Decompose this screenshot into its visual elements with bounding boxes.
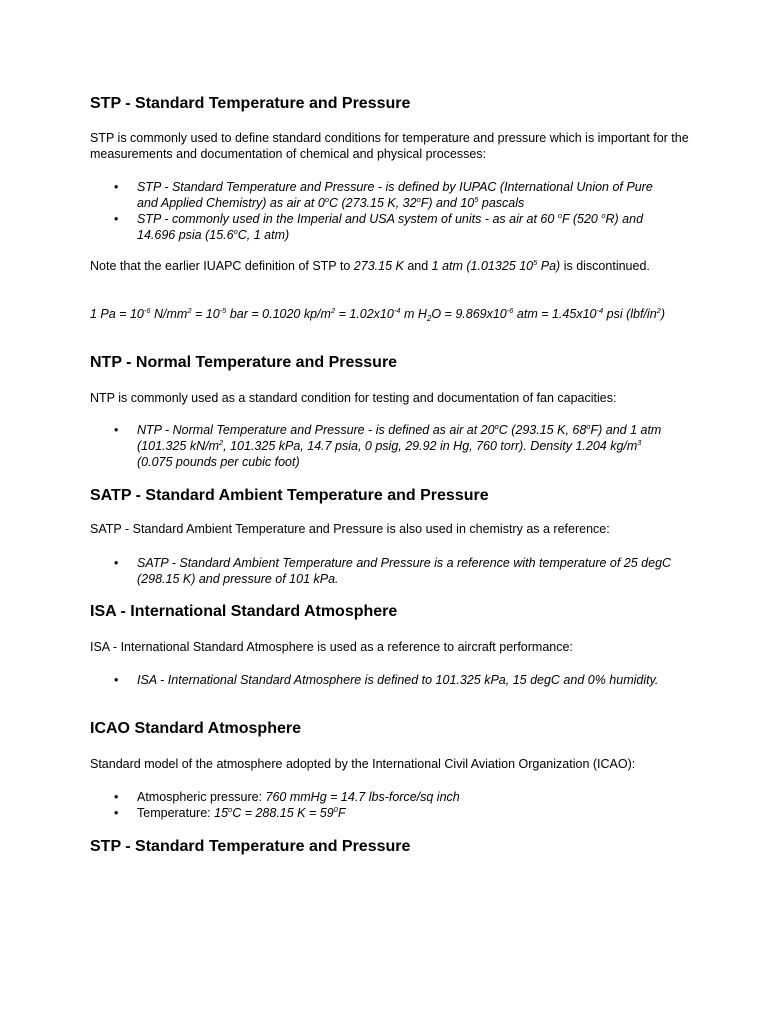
pressure-conversion: 1 $Pa = 10^{-6}$ $N/mm^2 = 10^{-5}$ bar = 0.1020 $kp/m^2 = 1.02x10^{-4}$ m $H_2O = 9.869x10^{-6}$ atm = $1.45x10^{-4}$ psi $(lbf/in^2)$ [90,306,665,323]
stp-note: Note that the earlier IUAPC definition of STP to 273.15 K and 1 atm (1.01325 $10^5$ Pa) is discontinued. [90,258,650,273]
satp-bullet: • SATP - Standard Ambient Temperature and Pressure is a reference with temperature of 25 degC (298.15 K) and pressure of 101 kPa. [0,555,677,587]
ntp-list [0,422,677,470]
isa-intro: ISA - International Standard Atmosphere is used as a reference to aircraft performance: [90,640,573,654]
isa-bullet: • ISA - International Standard Atmosphere is defined to 101.325 kPa, 15 degC and 0% humidity. [0,672,677,688]
icao-bullet-temperature: • Temperature: $15^oC = 288.15$ $K = 59^0F$ [0,805,677,821]
stp-intro: STP is commonly used to define standard conditions for temperature and pressure which is important for the measurements and documentation of chemical and physical processes: [90,131,689,161]
ntp-intro: NTP is commonly used as a standard condition for testing and documentation of fan capacities: [90,391,617,405]
ntp-heading: NTP - Normal Temperature and Pressure [90,354,398,371]
stp-heading-repeat: STP - Standard Temperature and Pressure [90,838,411,855]
icao-bullet-pressure: • Atmospheric pressure: 760 mmHg = 14.7 lbs-force/sq inch [0,789,677,805]
satp-intro: SATP - Standard Ambient Temperature and Pressure is also used in chemistry as a reference: [90,522,610,536]
isa-list [0,672,677,688]
icao-list [0,789,677,821]
satp-list [0,555,677,587]
icao-heading: ICAO Standard Atmosphere [90,720,301,737]
icao-intro: Standard model of the atmosphere adopted by the International Civil Aviation Organization (ICAO): [90,757,636,771]
stp-list [0,179,677,243]
stp-bullet-iupac: • STP - Standard Temperature and Pressure - is defined by IUPAC (International Union of Pure and Applied Chemistry) as air at 0$^o$C (273.15 K, 32$^o$F) and $10^5$ pascals [0,179,677,211]
satp-heading: SATP - Standard Ambient Temperature and Pressure [90,487,489,504]
ntp-bullet: • NTP - Normal Temperature and Pressure - is defined as air at 20$^o$C (293.15 K, 68$^o$F) and 1 atm (101.325 $kN/m^2$, 101.325 kPa, 14.7 psia, 0 psig, 29.92 in Hg, 760 torr). Density 1.204 $kg/m^3$ (0.075 pounds per cubic foot) [0,422,677,470]
stp-bullet-imperial: • STP - commonly used in the Imperial and USA system of units - as air at 60 $^o$F (520 $^o$R) and 14.696 psia (15.6$^o$C, 1 atm) [0,211,677,243]
stp-heading: STP - Standard Temperature and Pressure [90,95,411,112]
isa-heading: ISA - International Standard Atmosphere [90,603,398,620]
